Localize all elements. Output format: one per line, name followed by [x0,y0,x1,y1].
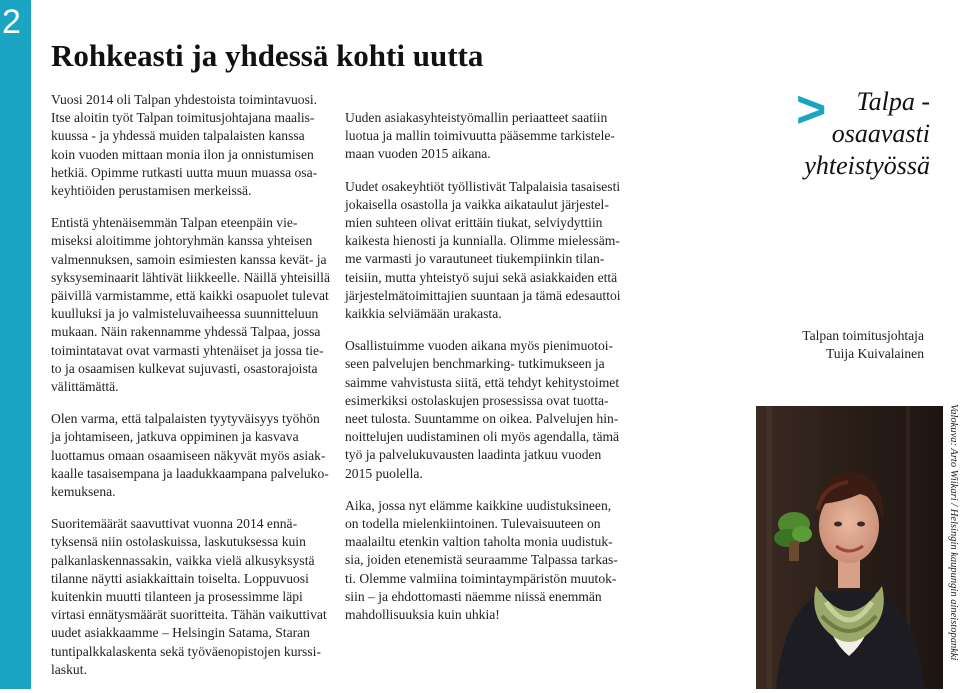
page-number: 2 [2,3,21,41]
photo-caption: Talpan toimitusjohtaja Tuija Kuivalainen [802,328,924,361]
side-accent-bar [0,0,31,689]
paragraph: Osallistuimme vuoden aikana myös pienimuotoi- seen palvelujen benchmarking- tutkimukseen ja saimme vahvistusta siitä, että tehdyt kehitystoimet esimerkiksi ostolaskujen prosessissa ovat tuotta- neet tulosta. Suuntamme on oikea. Palvelujen hin- noittelujen uudistaminen oli myös agendalla, tämä työ ja palvelukuvausten laadinta jatkuu vuoden 2015 puolella. [345,338,620,481]
portrait-photo [756,406,943,689]
pull-quote-text: Talpa - osaavasti yhteistyössä [804,87,930,180]
text-column-left [51,91,339,693]
paragraph: Olen varma, että talpalaisten tyytyväisyys työhön ja johtamiseen, jatkuva oppiminen ja kasvava luottamus omaan osaamiseen näkyvät myös asiak- kaalle tasaisempana ja laadukkaampana palveluko- kemuksena. [51,411,329,500]
page-title: Rohkeasti ja yhdessä kohti uutta [51,38,484,73]
text-column-middle [345,109,641,638]
portrait-illustration [756,406,943,689]
paragraph: Entistä yhtenäisemmän Talpan eteenpäin vie- miseksi aloitimme johtoryhmän kanssa yhteisen valmennuksen, samoin esimiesten kanssa kevät- ja syksyseminaarit lähtivät liikkeelle. Näillä yhteisillä päivillä varmistamme, että kaikki osapuolet tulevat kuulluksi ja jo valmisteluvaiheessa suunnitteluun mukaan. Näin rakennamme yhdessä Talpaa, jossa toimintatavat ovat varmasti yhtenäiset ja jossa tie- to ja osaamisen kulkevat sujuvasti, osastorajoista välittämättä. [51,215,330,395]
paragraph: Vuosi 2014 oli Talpan yhdestoista toimintavuosi. Itse aloitin työt Talpan toimitusjohtajana maalis- kuussa - ja yhdessä muiden talpalaisten kanssa koin vuoden mittaan monia ilon ja onnistumisen hetkiä. Opimme rutkasti uutta muun muassa osa- keyhtiöiden perustamisen merkeissä. [51,92,318,199]
quote-chevron-icon: > [796,81,827,139]
pull-quote [790,81,940,184]
paragraph: Suoritemäärät saavuttivat vuonna 2014 ennä- tyksensä niin ostolaskuissa, laskutuksessa kuin palkanlaskennassakin, vaikka vielä alkusyksystä tilanne näytti asiakkaittain toiselta. Loppuvuosi kuitenkin muutti tilanteen ja prosessimme läpi virtasi ennätysmäärät suoritteita. Tähän vaikuttivat uudet asiakkaamme – Helsingin Satama, Staran tuntipalkkalaskenta sekä työväenopistojen kurssi- laskut. [51,516,327,677]
paragraph: Uudet osakeyhtiöt työllistivät Talpalaisia tasaisesti jokaisella osastolla ja vaikka aikataulut järjestel- mien suhteen olivat erittäin tiukat, selviydyttiin kaikesta hienosti ja kunnialla. Olimme mielessäm- me varmasti jo varautuneet tiukempiinkin tilan- teisiin, mutta yhteistyö sujui sekä asiakkaiden että järjestelmätoimittajien suuntaan ja tämä edesauttoi kaikkia selviämään urakasta. [345,178,621,322]
photo-credit: Valokuva: Arto Wiikari / Helsingin kaupungin aineistopankki [948,404,959,661]
paragraph: Uuden asiakasyhteistyömallin periaatteet saatiin luotua ja mallin toimivuutta pääsemme tarkistele- maan vuoden 2015 aikana. [345,110,615,162]
paragraph: Aika, jossa nyt elämme kaikkine uudistuksineen, on todella mielenkiintoinen. Tulevaisuuteen on maalailtu etenkin valtion taholta monia uudistuk- sia, joiden etenemistä seuraamme Talpassa tarkas- ti. Olemme valmiina toimintaympäristön muutok- siin – ja ehdottomasti näemme niissä enemmän mahdollisuuksia kuin uhkia! [345,497,618,623]
